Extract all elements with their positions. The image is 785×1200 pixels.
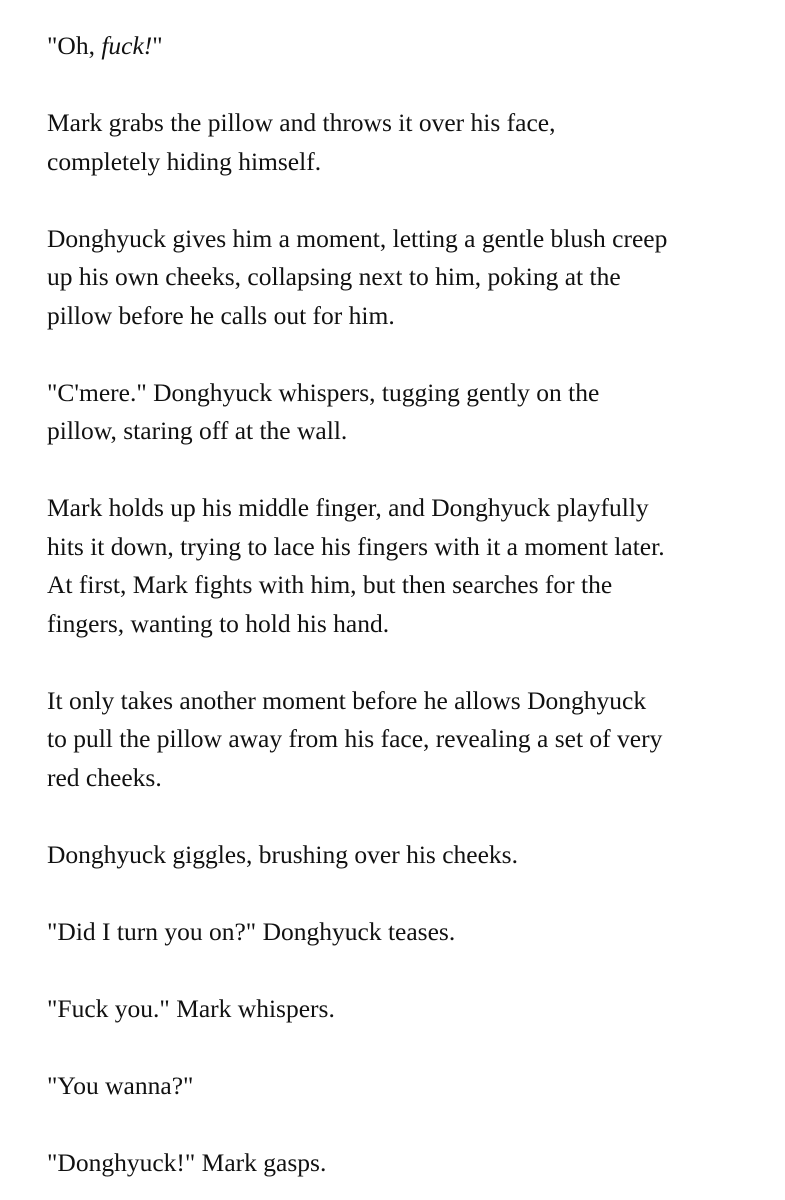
text-line: fingers, wanting to hold his hand.: [47, 608, 390, 638]
text-line: "Donghyuck!" Mark gasps.: [47, 1147, 327, 1177]
text-line: "You wanna?": [47, 1070, 194, 1100]
text-line: Donghyuck gives him a moment, letting a gentle blush creep: [47, 223, 668, 253]
paragraph-7: [47, 836, 745, 875]
text-run: ": [152, 31, 163, 60]
paragraph-9: [47, 990, 745, 1029]
paragraph-2: [47, 104, 745, 181]
paragraph-5: [47, 489, 745, 643]
text-line: pillow before he calls out for him.: [47, 300, 395, 330]
text-line: completely hiding himself.: [47, 146, 322, 176]
text-line: up his own cheeks, collapsing next to him, poking at the: [47, 262, 621, 291]
paragraph-8: [47, 913, 745, 952]
text-line: "C'mere." Donghyuck whispers, tugging gently on the: [47, 377, 600, 407]
text-line: [47, 27, 745, 66]
text-line: to pull the pillow away from his face, revealing a set of very: [47, 724, 663, 753]
text-line: Donghyuck giggles, brushing over his cheeks.: [47, 839, 518, 869]
emphasis-text: fuck!: [101, 31, 153, 60]
paragraph-3: [47, 220, 745, 336]
text-line: pillow, staring off at the wall.: [47, 416, 348, 445]
paragraph-4: [47, 374, 745, 451]
text-line: It only takes another moment before he allows Donghyuck: [47, 685, 647, 715]
text-line: Mark grabs the pillow and throws it over his face,: [47, 108, 556, 137]
paragraph-6: [47, 682, 745, 798]
paragraph-1: [47, 27, 745, 66]
paragraph-11: [47, 1144, 745, 1183]
text-line: "Fuck you." Mark whispers.: [47, 993, 335, 1023]
paragraph-10: [47, 1067, 745, 1106]
text-line: Mark holds up his middle finger, and Donghyuck playfully: [47, 493, 649, 522]
text-line: red cheeks.: [47, 762, 162, 792]
text-run: "Oh,: [47, 31, 102, 60]
text-line: At first, Mark fights with him, but then searches for the: [47, 570, 613, 599]
text-line: hits it down, trying to lace his fingers with it a moment later.: [47, 531, 665, 561]
text-line: "Did I turn you on?" Donghyuck teases.: [47, 916, 456, 946]
